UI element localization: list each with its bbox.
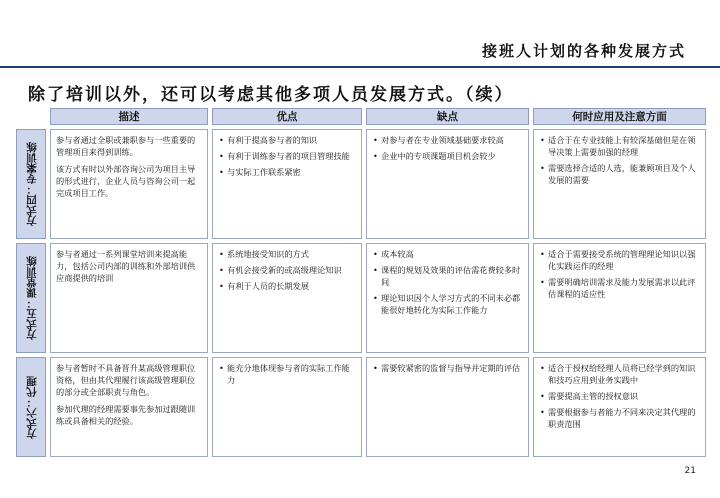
when-item: • 适合于在专业技能上有较深基础但是在领导决策上需要加强的经理 xyxy=(539,134,700,158)
cons-item: • 成本较高 xyxy=(372,248,523,260)
pros-cell xyxy=(212,357,362,457)
when-cell xyxy=(533,129,706,239)
description-text: 参加代理的经理需要事先参加过跟随训练或具备相关的经验。 xyxy=(56,404,196,426)
header-title: 接班人计划的各种发展方式 xyxy=(481,42,686,60)
cons-cell xyxy=(366,357,529,457)
column-header-when: 何时应用及注意方面 xyxy=(533,108,706,125)
description-cell xyxy=(50,357,208,457)
row-label: 方式六：代理 xyxy=(25,375,38,439)
row-label-cell xyxy=(16,243,46,353)
when-item: • 需要提高主管的授权意识 xyxy=(539,390,700,402)
description-text: 该方式有时以外部咨询公司为项目主导的形式进行，企业人员与咨询公司一起完成项目工作。 xyxy=(56,164,196,198)
cons-item: • 课程的规划及效果的评估需花费较多时间 xyxy=(372,264,523,288)
description-text: 参与者通过全职或兼职参与一些重要的管理项目来得到训练。 xyxy=(56,135,196,157)
description-cell xyxy=(50,243,208,353)
when-item: • 需要选择合适的人选，能兼顾项目及个人发展的需要 xyxy=(539,162,700,186)
when-item: • 适合于需要接受系统的管理理论知识以强化实践运作的经理 xyxy=(539,248,700,272)
header-divider xyxy=(0,66,720,68)
pros-item: • 有机会接受新的或高级理论知识 xyxy=(218,264,356,276)
when-item: • 需要明确培训需求及能力发展需求以此评估课程的适应性 xyxy=(539,276,700,300)
cons-item: • 需要较紧密的监督与指导并定期的评估 xyxy=(372,362,523,374)
cons-cell xyxy=(366,129,529,239)
development-methods-table xyxy=(16,108,706,453)
page-number: 21 xyxy=(684,466,696,476)
page-subtitle: 除了培训以外，还可以考虑其他多项人员发展方式。（续） xyxy=(28,85,514,105)
table-corner xyxy=(16,108,46,125)
row-label-cell xyxy=(16,129,46,239)
pros-item: • 能充分地体现参与者的实际工作能力 xyxy=(218,362,356,386)
cons-item: • 企业中的专项课题项目机会较少 xyxy=(372,150,523,162)
when-cell xyxy=(533,243,706,353)
column-header-description: 描述 xyxy=(50,108,208,125)
description-cell xyxy=(50,129,208,239)
pros-item: • 系统地接受知识的方式 xyxy=(218,248,356,260)
row-label: 方式四：专案训练 xyxy=(25,142,38,226)
cons-item: • 理论知识因个人学习方式的不同未必都能很好地转化为实际工作能力 xyxy=(372,292,523,316)
column-header-cons: 缺点 xyxy=(366,108,529,125)
row-label-cell xyxy=(16,357,46,457)
cons-item: • 对参与者在专业领域基础要求较高 xyxy=(372,134,523,146)
description-text: 参与者通过一系列课堂培训来提高能力，包括公司内部的训练和外部培训供应商提供的培训 xyxy=(56,249,196,283)
pros-item: • 有利于提高参与者的知识 xyxy=(218,134,356,146)
cons-cell xyxy=(366,243,529,353)
pros-item: • 有利于训练参与者的项目管理技能 xyxy=(218,150,356,162)
pros-cell xyxy=(212,243,362,353)
column-header-pros: 优点 xyxy=(212,108,362,125)
when-cell xyxy=(533,357,706,457)
pros-item: • 有利于人员的长期发展 xyxy=(218,280,356,292)
description-text: 参与者暂时不具备晋升某高级管理职位资格，但由其代理履行该高级管理职位的部分或全部职责与角色。 xyxy=(56,363,196,397)
pros-cell xyxy=(212,129,362,239)
when-item: • 适合于授权给经理人员将已经学到的知识和技巧应用到业务实践中 xyxy=(539,362,700,386)
pros-item: • 与实际工作联系紧密 xyxy=(218,166,356,178)
row-label: 方式五：课堂训练 xyxy=(25,256,38,340)
when-item: • 需要根据参与者能力不同来决定其代理的职责范围 xyxy=(539,406,700,430)
